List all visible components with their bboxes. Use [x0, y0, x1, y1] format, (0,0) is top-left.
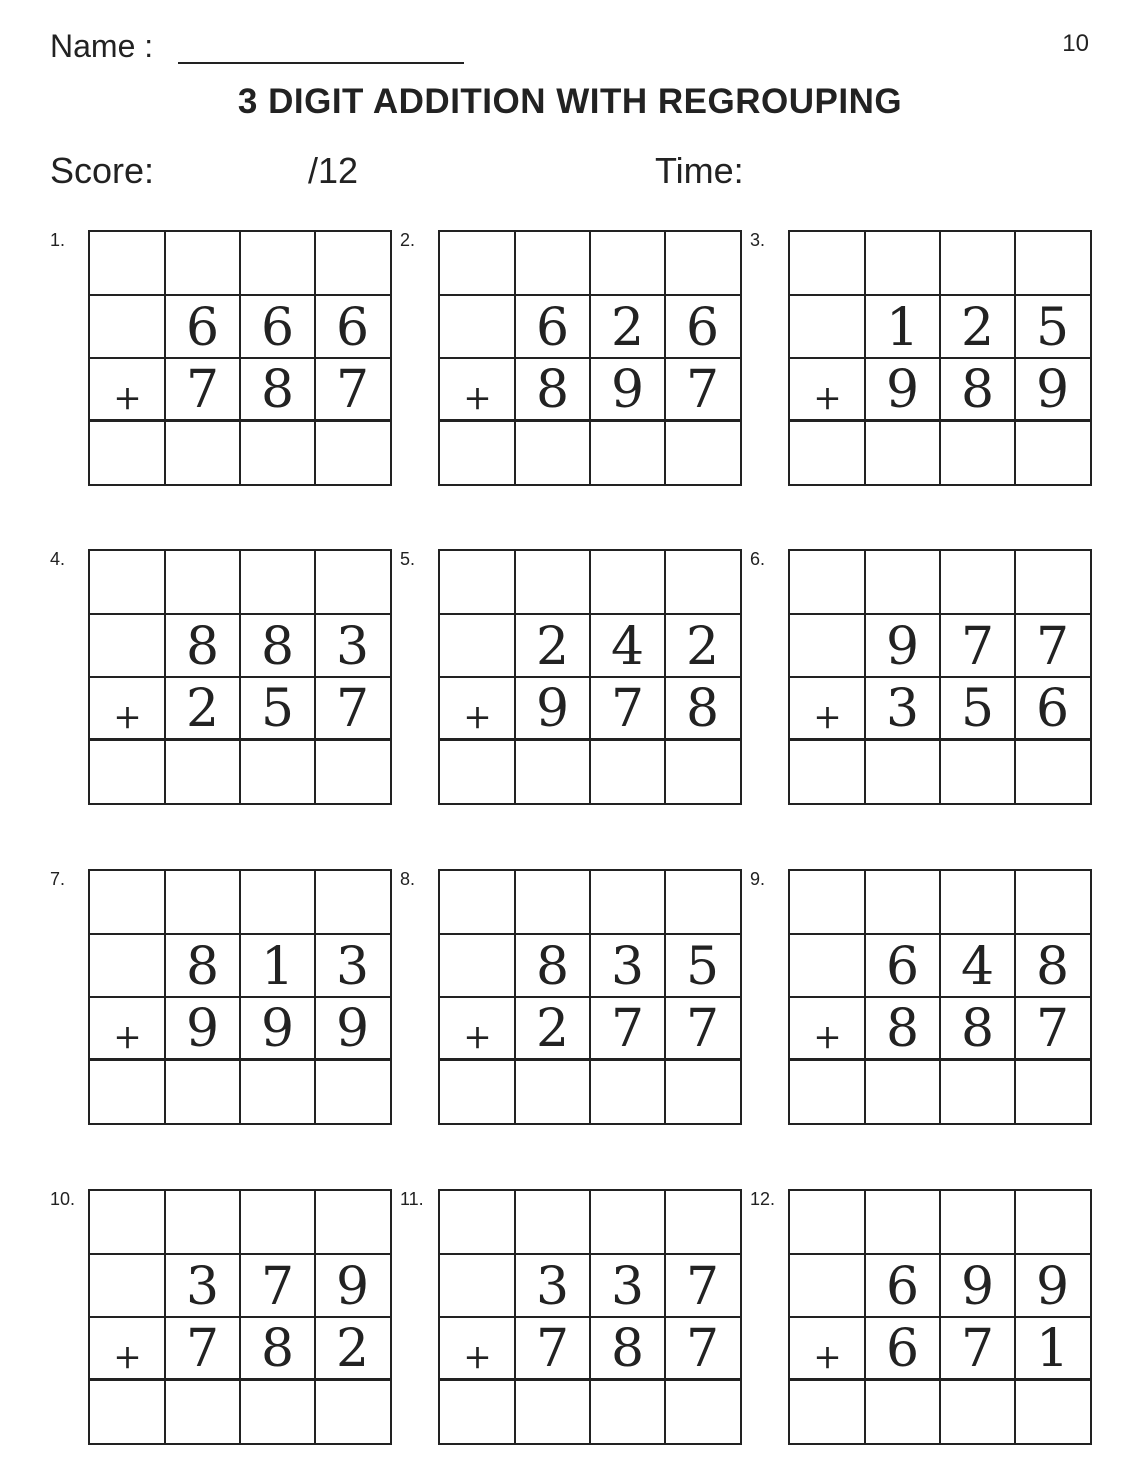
- carry-cell[interactable]: [315, 871, 389, 933]
- answer-cell[interactable]: [865, 740, 939, 802]
- plus-sign: +: [113, 1337, 142, 1377]
- answer-cell[interactable]: [790, 1380, 864, 1442]
- problem-number: 6.: [750, 549, 766, 569]
- answer-cell[interactable]: [515, 1380, 589, 1442]
- addend-bottom-digit: 7: [685, 360, 720, 420]
- addend-top-digit: 2: [685, 617, 720, 677]
- addend-top-digit: 4: [610, 617, 645, 677]
- answer-cell[interactable]: [790, 1060, 864, 1122]
- addend-top-digit: 3: [335, 937, 370, 997]
- addend-bottom-digit: 7: [335, 360, 370, 420]
- addend-top-digit: 3: [610, 937, 645, 997]
- answer-cell[interactable]: [315, 740, 389, 802]
- carry-cell[interactable]: [440, 551, 514, 613]
- addition-problem: [400, 869, 742, 1125]
- addend-bottom-digit: 8: [960, 999, 995, 1059]
- carry-cell[interactable]: [90, 232, 164, 294]
- problem-number: 10.: [50, 1189, 76, 1209]
- answer-cell[interactable]: [665, 1060, 739, 1122]
- addend-top-digit: 9: [960, 1257, 995, 1317]
- answer-cell[interactable]: [865, 1060, 939, 1122]
- answer-cell[interactable]: [440, 1380, 514, 1442]
- carry-cell[interactable]: [240, 232, 314, 294]
- page-number: 10: [1062, 30, 1089, 57]
- addition-problem: [750, 230, 1092, 486]
- carry-cell[interactable]: [940, 551, 1014, 613]
- carry-cell[interactable]: [165, 551, 239, 613]
- addition-problem: [400, 549, 742, 805]
- problem-number: 3.: [750, 230, 766, 250]
- answer-cell[interactable]: [315, 1060, 389, 1122]
- answer-cell[interactable]: [165, 1060, 239, 1122]
- addend-bottom-digit: 3: [885, 679, 920, 739]
- carry-cell[interactable]: [240, 1191, 314, 1253]
- addition-problem: [50, 230, 392, 486]
- carry-cell[interactable]: [665, 232, 739, 294]
- answer-grid: [788, 230, 1092, 486]
- answer-cell[interactable]: [240, 1060, 314, 1122]
- answer-cell[interactable]: [440, 740, 514, 802]
- addend-bottom-digit: 8: [260, 1319, 295, 1379]
- addend-top-digit: 8: [1035, 937, 1070, 997]
- problem-number: 2.: [400, 230, 416, 250]
- carry-cell[interactable]: [790, 232, 864, 294]
- plus-sign: +: [113, 1017, 142, 1057]
- answer-cell[interactable]: [515, 421, 589, 483]
- addend-top-digit: 9: [335, 1257, 370, 1317]
- addend-top-digit: 9: [885, 617, 920, 677]
- plus-sign: +: [463, 378, 492, 418]
- carry-cell[interactable]: [240, 871, 314, 933]
- addend-bottom-digit: 6: [885, 1319, 920, 1379]
- grid-row-line: [790, 933, 1090, 935]
- carry-cell[interactable]: [90, 871, 164, 933]
- plus-sign: +: [113, 697, 142, 737]
- addend-top-digit: 2: [610, 298, 645, 358]
- answer-grid: [438, 1189, 742, 1445]
- carry-cell[interactable]: [515, 551, 589, 613]
- addend-top-digit: 6: [185, 298, 220, 358]
- answer-cell[interactable]: [590, 1060, 664, 1122]
- carry-cell[interactable]: [165, 1191, 239, 1253]
- addend-bottom-digit: 9: [185, 999, 220, 1059]
- answer-cell[interactable]: [90, 421, 164, 483]
- grid-row-line: [90, 1253, 390, 1255]
- addend-bottom-digit: 8: [260, 360, 295, 420]
- problem-number: 11.: [400, 1189, 424, 1209]
- grid-row-line: [440, 294, 740, 296]
- answer-grid: [438, 869, 742, 1125]
- answer-cell[interactable]: [315, 421, 389, 483]
- carry-cell[interactable]: [90, 1191, 164, 1253]
- plus-sign: +: [463, 1337, 492, 1377]
- answer-grid: [438, 230, 742, 486]
- grid-row-line: [440, 933, 740, 935]
- addend-bottom-digit: 9: [1035, 360, 1070, 420]
- grid-row-line: [440, 613, 740, 615]
- grid-row-line: [790, 294, 1090, 296]
- answer-cell[interactable]: [440, 421, 514, 483]
- carry-cell[interactable]: [165, 232, 239, 294]
- addend-top-digit: 6: [885, 937, 920, 997]
- grid-row-line: [440, 1253, 740, 1255]
- addend-top-digit: 3: [535, 1257, 570, 1317]
- grid-row-line: [790, 613, 1090, 615]
- answer-cell[interactable]: [790, 421, 864, 483]
- carry-cell[interactable]: [315, 232, 389, 294]
- addend-bottom-digit: 1: [1035, 1319, 1070, 1379]
- addend-top-digit: 3: [185, 1257, 220, 1317]
- addend-bottom-digit: 7: [185, 1319, 220, 1379]
- answer-cell[interactable]: [940, 421, 1014, 483]
- addend-top-digit: 6: [885, 1257, 920, 1317]
- plus-sign: +: [813, 1337, 842, 1377]
- carry-cell[interactable]: [865, 232, 939, 294]
- answer-cell[interactable]: [790, 740, 864, 802]
- answer-cell[interactable]: [240, 740, 314, 802]
- addend-bottom-digit: 7: [685, 999, 720, 1059]
- addend-top-digit: 3: [610, 1257, 645, 1317]
- carry-cell[interactable]: [790, 551, 864, 613]
- addend-bottom-digit: 9: [610, 360, 645, 420]
- addition-problem: [750, 549, 1092, 805]
- answer-cell[interactable]: [240, 421, 314, 483]
- addend-bottom-digit: 9: [885, 360, 920, 420]
- addend-top-digit: 7: [260, 1257, 295, 1317]
- addend-top-digit: 7: [685, 1257, 720, 1317]
- answer-cell[interactable]: [590, 740, 664, 802]
- answer-cell[interactable]: [940, 1380, 1014, 1442]
- carry-cell[interactable]: [515, 232, 589, 294]
- addend-top-digit: 4: [960, 937, 995, 997]
- answer-cell[interactable]: [1015, 1380, 1089, 1442]
- grid-row-line: [90, 933, 390, 935]
- addend-top-digit: 5: [1035, 298, 1070, 358]
- addend-top-digit: 8: [535, 937, 570, 997]
- addition-problem: [750, 1189, 1092, 1445]
- problem-number: 9.: [750, 869, 766, 889]
- addend-top-digit: 9: [1035, 1257, 1070, 1317]
- addend-bottom-digit: 2: [185, 679, 220, 739]
- name-field[interactable]: [178, 62, 464, 64]
- addend-bottom-digit: 7: [685, 1319, 720, 1379]
- problem-number: 1.: [50, 230, 66, 250]
- answer-cell[interactable]: [165, 740, 239, 802]
- carry-cell[interactable]: [665, 871, 739, 933]
- grid-row-line: [790, 1253, 1090, 1255]
- answer-cell[interactable]: [665, 421, 739, 483]
- answer-cell[interactable]: [515, 740, 589, 802]
- addend-bottom-digit: 5: [260, 679, 295, 739]
- addend-bottom-digit: 8: [685, 679, 720, 739]
- answer-cell[interactable]: [240, 1380, 314, 1442]
- addition-problem: [400, 230, 742, 486]
- plus-sign: +: [463, 697, 492, 737]
- addend-bottom-digit: 7: [610, 999, 645, 1059]
- carry-cell[interactable]: [590, 551, 664, 613]
- answer-cell[interactable]: [90, 740, 164, 802]
- plus-sign: +: [463, 1017, 492, 1057]
- addend-bottom-digit: 5: [960, 679, 995, 739]
- addend-top-digit: 5: [685, 937, 720, 997]
- addend-bottom-digit: 8: [535, 360, 570, 420]
- answer-cell[interactable]: [515, 1060, 589, 1122]
- carry-cell[interactable]: [865, 551, 939, 613]
- addend-top-digit: 6: [260, 298, 295, 358]
- answer-cell[interactable]: [165, 1380, 239, 1442]
- carry-cell[interactable]: [940, 232, 1014, 294]
- addend-top-digit: 2: [960, 298, 995, 358]
- addend-bottom-digit: 9: [535, 679, 570, 739]
- answer-cell[interactable]: [90, 1060, 164, 1122]
- answer-cell[interactable]: [440, 1060, 514, 1122]
- carry-cell[interactable]: [240, 551, 314, 613]
- score-total: /12: [308, 150, 359, 191]
- plus-sign: +: [113, 378, 142, 418]
- carry-cell[interactable]: [865, 871, 939, 933]
- addend-top-digit: 3: [335, 617, 370, 677]
- addend-bottom-digit: 9: [335, 999, 370, 1059]
- problem-number: 5.: [400, 549, 416, 569]
- addend-bottom-digit: 7: [610, 679, 645, 739]
- answer-cell[interactable]: [865, 1380, 939, 1442]
- grid-row-line: [90, 613, 390, 615]
- addition-problem: [750, 869, 1092, 1125]
- addend-top-digit: 7: [960, 617, 995, 677]
- answer-cell[interactable]: [590, 421, 664, 483]
- carry-cell[interactable]: [440, 871, 514, 933]
- addend-top-digit: 8: [185, 617, 220, 677]
- carry-cell[interactable]: [515, 1191, 589, 1253]
- answer-grid: [438, 549, 742, 805]
- addend-bottom-digit: 7: [960, 1319, 995, 1379]
- carry-cell[interactable]: [865, 1191, 939, 1253]
- addition-problem: [50, 1189, 392, 1445]
- addend-top-digit: 1: [260, 937, 295, 997]
- addend-bottom-digit: 9: [260, 999, 295, 1059]
- addend-top-digit: 6: [685, 298, 720, 358]
- time-label: Time:: [655, 150, 744, 191]
- addend-bottom-digit: 8: [610, 1319, 645, 1379]
- carry-cell[interactable]: [90, 551, 164, 613]
- addend-top-digit: 8: [260, 617, 295, 677]
- problem-number: 4.: [50, 549, 66, 569]
- carry-cell[interactable]: [1015, 551, 1089, 613]
- answer-cell[interactable]: [665, 740, 739, 802]
- carry-cell[interactable]: [940, 871, 1014, 933]
- carry-cell[interactable]: [665, 1191, 739, 1253]
- answer-cell[interactable]: [1015, 421, 1089, 483]
- answer-grid: [88, 549, 392, 805]
- answer-grid: [88, 869, 392, 1125]
- score-label: Score:: [50, 150, 155, 191]
- carry-cell[interactable]: [940, 1191, 1014, 1253]
- answer-cell[interactable]: [865, 421, 939, 483]
- carry-cell[interactable]: [515, 871, 589, 933]
- addition-problem: [50, 869, 392, 1125]
- addend-top-digit: 7: [1035, 617, 1070, 677]
- carry-cell[interactable]: [165, 871, 239, 933]
- answer-cell[interactable]: [665, 1380, 739, 1442]
- answer-cell[interactable]: [940, 740, 1014, 802]
- problem-number: 12.: [750, 1189, 776, 1209]
- addend-top-digit: 8: [185, 937, 220, 997]
- addend-top-digit: 6: [535, 298, 570, 358]
- answer-cell[interactable]: [940, 1060, 1014, 1122]
- addend-top-digit: 1: [885, 298, 920, 358]
- addition-problem: [50, 549, 392, 805]
- addend-bottom-digit: 7: [535, 1319, 570, 1379]
- addend-top-digit: 2: [535, 617, 570, 677]
- answer-cell[interactable]: [590, 1380, 664, 1442]
- addend-bottom-digit: 6: [1035, 679, 1070, 739]
- problem-number: 8.: [400, 869, 416, 889]
- carry-cell[interactable]: [1015, 232, 1089, 294]
- carry-cell[interactable]: [1015, 871, 1089, 933]
- answer-cell[interactable]: [1015, 1060, 1089, 1122]
- carry-cell[interactable]: [440, 232, 514, 294]
- carry-cell[interactable]: [790, 1191, 864, 1253]
- answer-grid: [788, 1189, 1092, 1445]
- carry-cell[interactable]: [590, 232, 664, 294]
- plus-sign: +: [813, 697, 842, 737]
- carry-cell[interactable]: [1015, 1191, 1089, 1253]
- answer-grid: [788, 869, 1092, 1125]
- answer-grid: [88, 1189, 392, 1445]
- answer-cell[interactable]: [1015, 740, 1089, 802]
- carry-cell[interactable]: [590, 1191, 664, 1253]
- name-label: Name :: [50, 28, 154, 64]
- addend-bottom-digit: 7: [185, 360, 220, 420]
- carry-cell[interactable]: [790, 871, 864, 933]
- carry-cell[interactable]: [440, 1191, 514, 1253]
- answer-grid: [88, 230, 392, 486]
- carry-cell[interactable]: [315, 551, 389, 613]
- addend-bottom-digit: 2: [335, 1319, 370, 1379]
- plus-sign: +: [813, 378, 842, 418]
- addend-bottom-digit: 8: [960, 360, 995, 420]
- grid-row-line: [90, 294, 390, 296]
- addend-bottom-digit: 8: [885, 999, 920, 1059]
- addend-top-digit: 6: [335, 298, 370, 358]
- answer-grid: [788, 549, 1092, 805]
- addend-bottom-digit: 2: [535, 999, 570, 1059]
- answer-cell[interactable]: [90, 1380, 164, 1442]
- addend-bottom-digit: 7: [335, 679, 370, 739]
- carry-cell[interactable]: [590, 871, 664, 933]
- answer-cell[interactable]: [315, 1380, 389, 1442]
- answer-cell[interactable]: [165, 421, 239, 483]
- plus-sign: +: [813, 1017, 842, 1057]
- worksheet-title: 3 DIGIT ADDITION WITH REGROUPING: [237, 82, 903, 121]
- problem-number: 7.: [50, 869, 66, 889]
- carry-cell[interactable]: [315, 1191, 389, 1253]
- addition-problem: [400, 1189, 742, 1445]
- addend-bottom-digit: 7: [1035, 999, 1070, 1059]
- carry-cell[interactable]: [665, 551, 739, 613]
